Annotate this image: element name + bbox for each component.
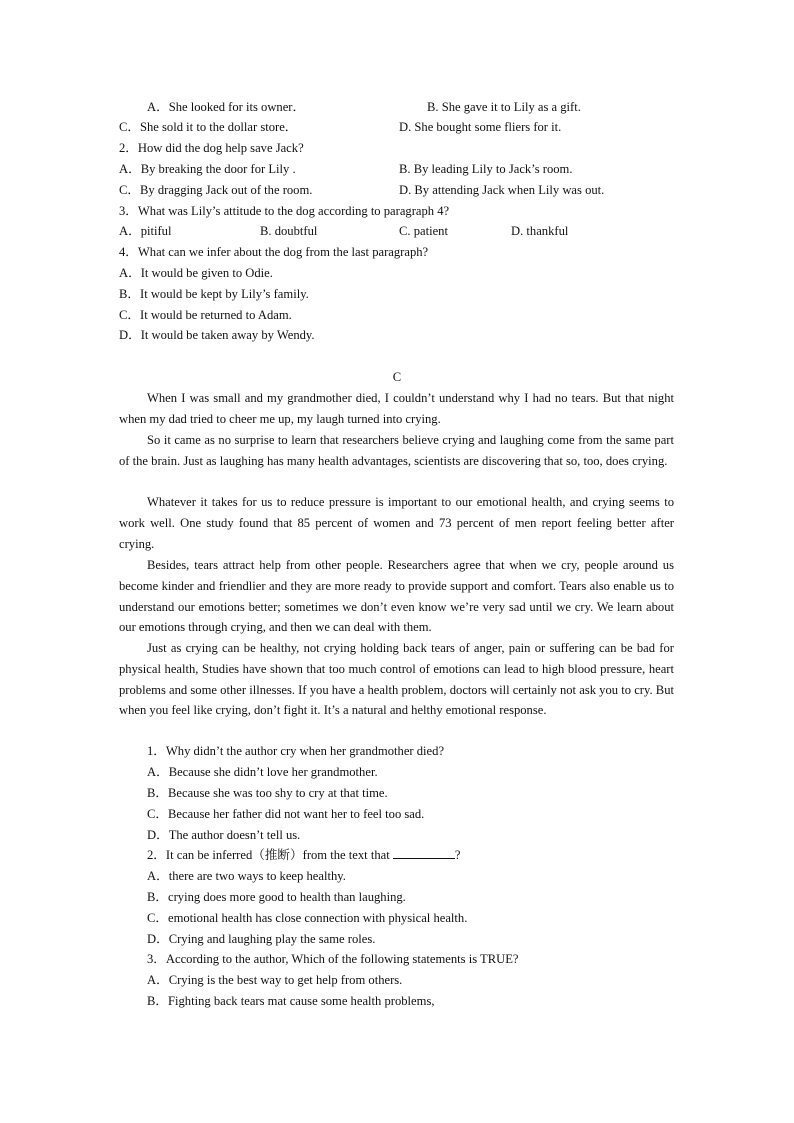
b-q4-option-b: B．It would be kept by Lily’s family. (119, 287, 309, 301)
b-q4-option-d: D．It would be taken away by Wendy. (119, 328, 315, 342)
c-q2-stem-after: ? (454, 848, 461, 862)
b-q3-option-a: A．pitiful (119, 224, 172, 238)
b-q4-stem: 4．What can we infer about the dog from the last paragraph? (119, 245, 429, 259)
c-q2-stem (147, 845, 460, 865)
b-q2-option-a: A．By breaking the door for Lily . (119, 162, 296, 176)
b-q1-option-c: C．She sold it to the dollar store． (119, 120, 298, 134)
c-q1-option-a: A．Because she didn’t love her grandmother. (147, 765, 378, 779)
answer-blank (393, 846, 455, 859)
b-q2-option-b: B. By leading Lily to Jack’s room. (399, 162, 573, 176)
passage-paragraph-text: Whatever it takes for us to reduce pressure is important to our emotional health, and crying seems to work well. One study found that 85 percent of women and 73 percent of men report feeling better after crying. (119, 495, 674, 551)
c-q1-option-b: B．Because she was too shy to cry at that time. (147, 786, 388, 800)
c-q2-option-d: D．Crying and laughing play the same roles. (147, 932, 376, 946)
c-q2-stem-before: 2．It can be inferred（推断）from the text that (147, 848, 393, 862)
passage-paragraph-text: Just as crying can be healthy, not crying holding back tears of anger, pain or suffering can be bad for physical health, Studies have shown that too much control of emotions can lead to high blood pressure, heart problems and some other illnesses. If you have a health problem, doctors will certainly not ask you to cry. But when you feel like crying, don’t fight it. It’s a natural and helthy emotional response. (119, 641, 674, 718)
c-q2-option-b: B．crying does more good to health than laughing. (147, 890, 406, 904)
b-q3-option-c: C. patient (399, 224, 448, 238)
c-q3-stem: 3．According to the author, Which of the following statements is TRUE? (147, 952, 519, 966)
c-q1-stem: 1．Why didn’t the author cry when her grandmother died? (147, 744, 445, 758)
b-q1-option-a: A．She looked for its owner． (147, 100, 306, 114)
c-q2-option-a: A．there are two ways to keep healthy. (147, 869, 346, 883)
b-q2-stem: 2．How did the dog help save Jack? (119, 141, 304, 155)
passage-paragraph (119, 430, 674, 472)
b-q2-option-d: D. By attending Jack when Lily was out. (399, 183, 605, 197)
passage-paragraph (119, 638, 674, 721)
c-q3-option-b: B．Fighting back tears mat cause some health problems, (147, 994, 435, 1008)
b-q3-stem: 3．What was Lily’s attitude to the dog according to paragraph 4? (119, 204, 450, 218)
section-heading: C (392, 370, 402, 384)
b-q4-option-c: C．It would be returned to Adam. (119, 308, 292, 322)
c-q1-option-d: D．The author doesn’t tell us. (147, 828, 301, 842)
b-q3-option-d: D. thankful (511, 224, 569, 238)
b-q3-option-b: B. doubtful (260, 224, 318, 238)
c-q2-option-c: C．emotional health has close connection with physical health. (147, 911, 468, 925)
passage-paragraph-text: When I was small and my grandmother died, I couldn’t understand why I had no tears. But that night when my dad tried to cheer me up, my laugh turned into crying. (119, 391, 674, 426)
b-q4-option-a: A．It would be given to Odie. (119, 266, 273, 280)
b-q2-option-c: C．By dragging Jack out of the room. (119, 183, 313, 197)
passage-paragraph-text: So it came as no surprise to learn that researchers believe crying and laughing come from the same part of the brain. Just as laughing has many health advantages, scientists are discovering that so, too, does crying. (119, 433, 674, 468)
b-q1-option-d: D. She bought some fliers for it. (399, 120, 562, 134)
passage-paragraph (119, 388, 674, 430)
passage-paragraph (119, 492, 674, 554)
c-q3-option-a: A．Crying is the best way to get help from others. (147, 973, 403, 987)
b-q1-option-b: B. She gave it to Lily as a gift. (427, 100, 581, 114)
passage-paragraph (119, 555, 674, 638)
c-q1-option-c: C．Because her father did not want her to feel too sad. (147, 807, 425, 821)
passage-paragraph-text: Besides, tears attract help from other people. Researchers agree that when we cry, people around us become kinder and friendlier and they are more ready to provide support and comfort. Tears also enable us to understand our emotions better; sometimes we don’t even know we’re very sad until we cry. We learn about our emotions through crying, and then we can deal with them. (119, 558, 674, 635)
